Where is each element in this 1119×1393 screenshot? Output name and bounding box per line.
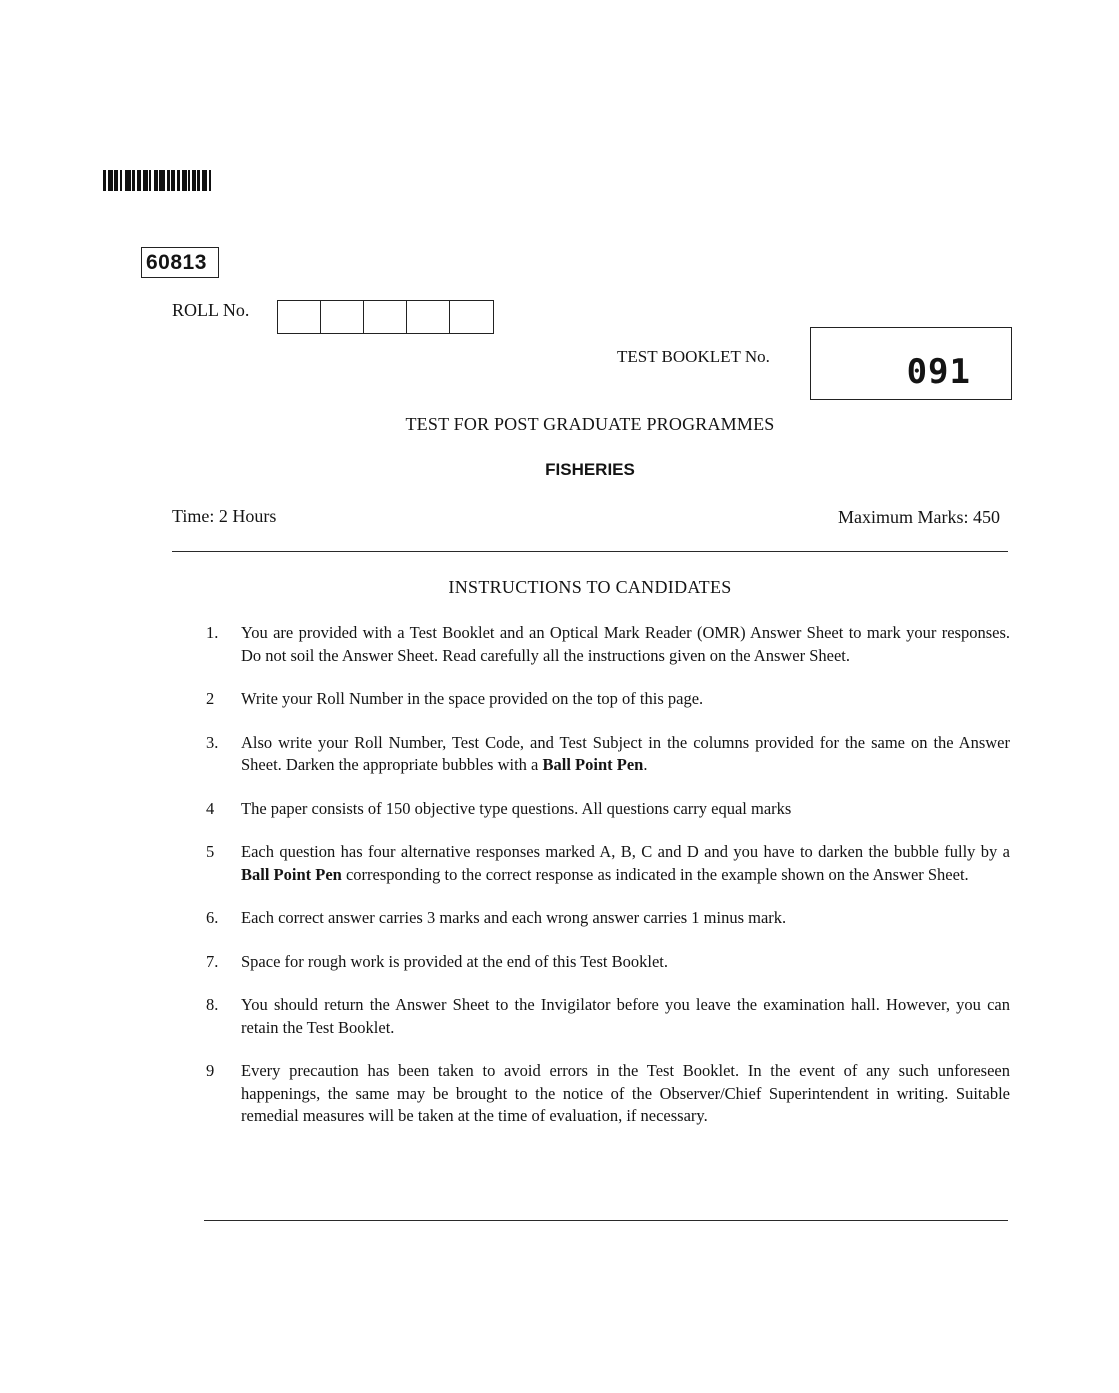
instruction-item bbox=[195, 994, 1010, 1039]
instruction-text bbox=[241, 798, 1010, 821]
instruction-item bbox=[195, 798, 1010, 821]
roll-number-label: ROLL No. bbox=[172, 300, 250, 320]
instruction-text bbox=[241, 994, 1010, 1039]
instruction-fragment: Write your Roll Number in the space provided on the top of this page. bbox=[241, 689, 704, 708]
instruction-item bbox=[195, 951, 1010, 974]
instruction-fragment: Each correct answer carries 3 marks and each wrong answer carries 1 minus mark. bbox=[241, 908, 787, 927]
instruction-item bbox=[195, 1060, 1010, 1128]
subject-title: FISHERIES bbox=[545, 460, 635, 479]
barcode-bar bbox=[211, 170, 212, 191]
roll-digit-box[interactable] bbox=[278, 301, 321, 333]
booklet-number-label: TEST BOOKLET No. bbox=[617, 347, 770, 366]
roll-digit-box[interactable] bbox=[407, 301, 450, 333]
instruction-fragment: Each question has four alternative responses marked A, B, C and D and you have to darken the bubble fully by a bbox=[241, 842, 1010, 861]
instruction-item bbox=[195, 907, 1010, 930]
instruction-text bbox=[241, 841, 1010, 886]
test-code-box bbox=[141, 247, 219, 278]
instruction-number: 2 bbox=[206, 689, 215, 708]
instruction-text bbox=[241, 622, 1010, 667]
instructions-heading: INSTRUCTIONS TO CANDIDATES bbox=[448, 577, 732, 597]
instruction-fragment: You should return the Answer Sheet to the Invigilator before you leave the examination hall. However, you can retain the Test Booklet. bbox=[241, 995, 1010, 1037]
instruction-text bbox=[241, 1060, 1010, 1128]
instruction-emphasis: Ball Point Pen bbox=[542, 755, 644, 774]
divider-bottom bbox=[204, 1220, 1008, 1221]
test-code: 60813 bbox=[146, 251, 207, 274]
instruction-text bbox=[241, 688, 1010, 711]
instruction-fragment: Space for rough work is provided at the end of this Test Booklet. bbox=[241, 951, 669, 971]
instruction-item bbox=[195, 732, 1010, 777]
maximum-marks: Maximum Marks: 450 bbox=[838, 507, 1000, 527]
instructions-list bbox=[195, 622, 1010, 1149]
booklet-number-box bbox=[810, 327, 1012, 400]
instruction-number: 5 bbox=[206, 842, 215, 861]
instruction-fragment: The paper consists of 150 objective type questions. All questions carry equal marks bbox=[241, 798, 792, 818]
instruction-text bbox=[241, 907, 1010, 930]
instruction-item bbox=[195, 841, 1010, 886]
instruction-number: 6. bbox=[206, 908, 219, 927]
instruction-item bbox=[195, 688, 1010, 711]
instruction-number: 8. bbox=[206, 995, 219, 1014]
instruction-text bbox=[241, 732, 1010, 777]
instruction-number: 7. bbox=[206, 951, 219, 971]
instruction-fragment: Also write your Roll Number, Test Code, and Test Subject in the columns provided for the same on the Answer Sheet. Darken the appropriate bubbles with a bbox=[241, 732, 1010, 774]
instruction-number: 1. bbox=[206, 623, 219, 642]
instruction-fragment: Every precaution has been taken to avoid errors in the Test Booklet. In the event of any such unforeseen happenings, the same may be brought to the notice of the Observer/Chief Superintendent in writing. Suitable remedial measures will be taken at the time of evaluation, if necessary. bbox=[241, 1061, 1010, 1125]
instruction-number: 4 bbox=[206, 798, 215, 818]
instruction-text bbox=[241, 951, 1010, 974]
divider-top bbox=[172, 551, 1008, 552]
roll-digit-box[interactable] bbox=[450, 301, 493, 333]
booklet-number: 091 bbox=[906, 352, 971, 392]
roll-digit-box[interactable] bbox=[321, 301, 364, 333]
time-allowed: Time: 2 Hours bbox=[172, 506, 277, 526]
instruction-fragment: You are provided with a Test Booklet and an Optical Mark Reader (OMR) Answer Sheet to mark your responses. Do not soil the Answer Sheet. Read carefully all the instructions given on the Answer Sheet. bbox=[241, 623, 1010, 665]
barcode bbox=[103, 170, 241, 191]
roll-number-boxes[interactable] bbox=[277, 300, 494, 334]
instruction-emphasis: Ball Point Pen bbox=[241, 864, 342, 884]
test-title: TEST FOR POST GRADUATE PROGRAMMES bbox=[405, 414, 775, 434]
instruction-number: 3. bbox=[206, 732, 219, 752]
instruction-number: 9 bbox=[206, 1061, 215, 1080]
roll-digit-box[interactable] bbox=[364, 301, 407, 333]
instruction-fragment: . bbox=[643, 755, 648, 774]
instruction-item bbox=[195, 622, 1010, 667]
instruction-fragment: corresponding to the correct response as indicated in the example shown on the Answer Sheet. bbox=[341, 864, 969, 884]
